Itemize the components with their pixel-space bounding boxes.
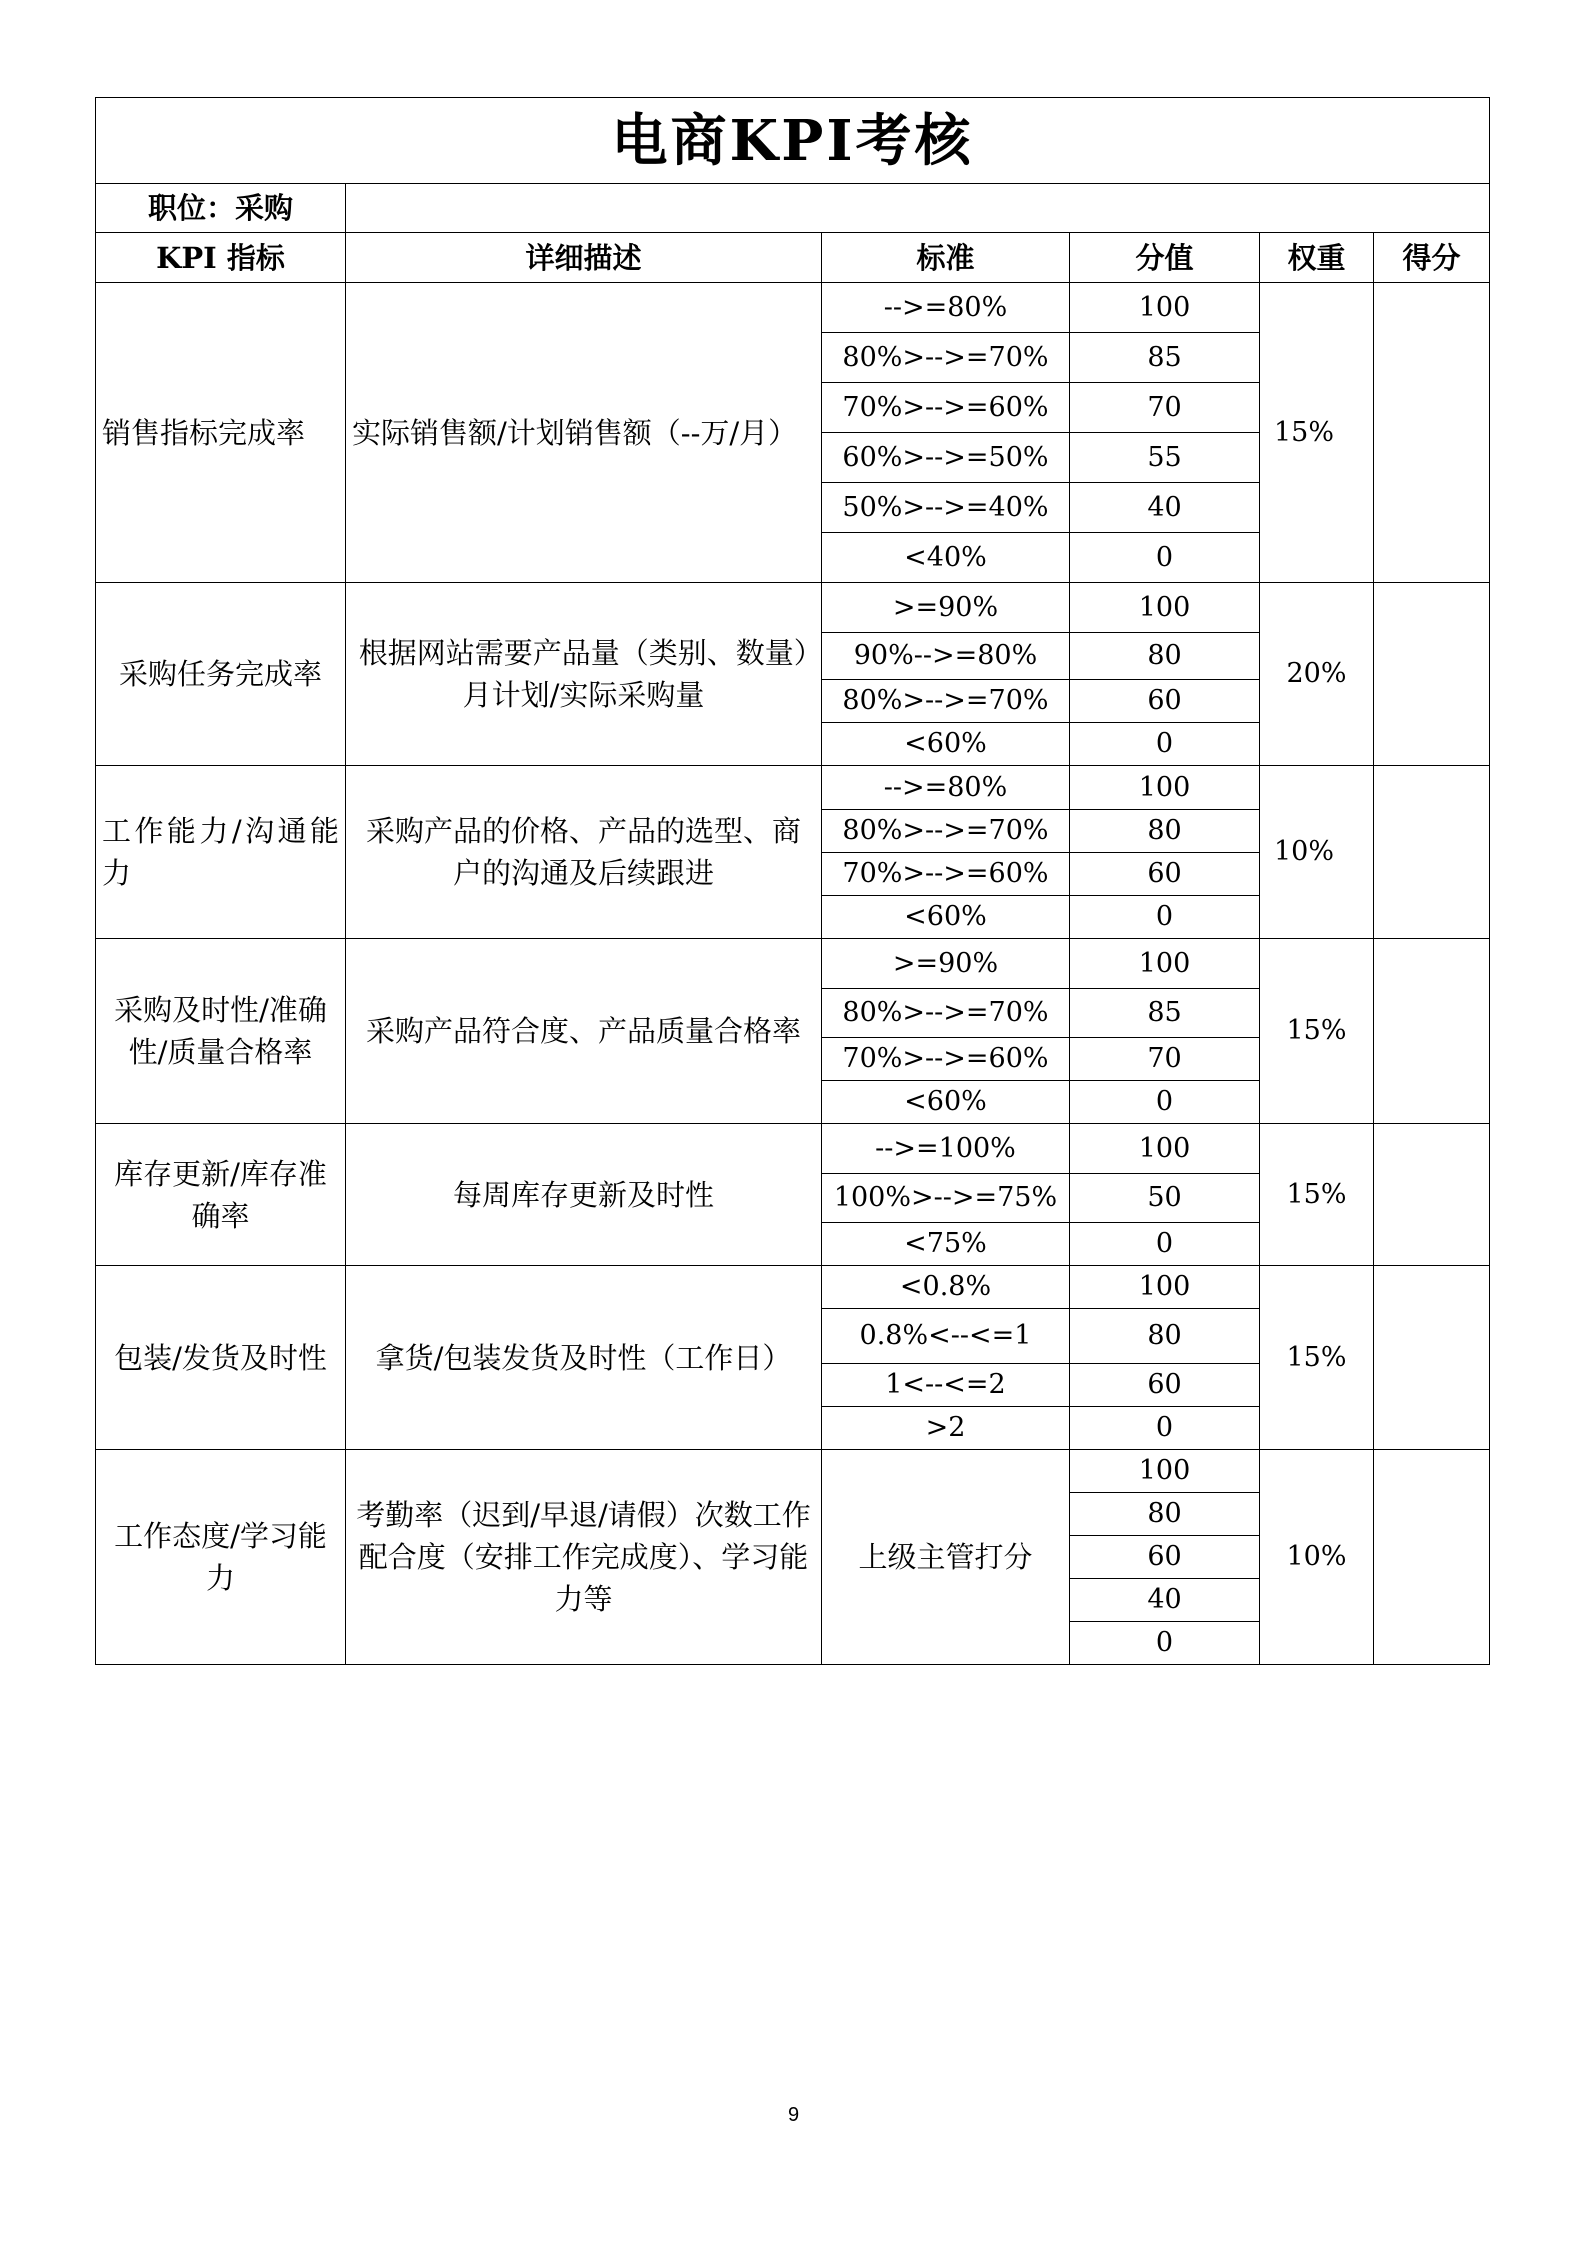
kpi-standard: >=90% (822, 939, 1070, 989)
kpi-standard: 0.8%<--<=1 (822, 1309, 1070, 1364)
document-title: 电商KPI考核 (96, 98, 1490, 184)
table-row (96, 1266, 1490, 1309)
kpi-score: 0 (1070, 896, 1260, 939)
kpi-standard: 上级主管打分 (822, 1450, 1070, 1665)
kpi-result-cell[interactable] (1374, 283, 1490, 583)
kpi-result-cell[interactable] (1374, 939, 1490, 1124)
title-row (96, 98, 1490, 184)
kpi-standard: 50%>-->=40% (822, 483, 1070, 533)
kpi-standard: >2 (822, 1407, 1070, 1450)
kpi-score: 60 (1070, 853, 1260, 896)
kpi-score: 40 (1070, 483, 1260, 533)
kpi-score: 60 (1070, 1364, 1260, 1407)
header-weight: 权重 (1260, 233, 1374, 283)
kpi-weight: 10% (1260, 1450, 1374, 1665)
kpi-standard: >=90% (822, 583, 1070, 633)
kpi-standard: 70%>-->=60% (822, 1038, 1070, 1081)
kpi-score: 80 (1070, 810, 1260, 853)
kpi-indicator: 工作能力/沟通能力 (96, 766, 346, 939)
kpi-score: 55 (1070, 433, 1260, 483)
kpi-score: 80 (1070, 633, 1260, 680)
kpi-score: 80 (1070, 1309, 1260, 1364)
kpi-standard: 60%>-->=50% (822, 433, 1070, 483)
kpi-description: 考勤率（迟到/早退/请假）次数工作配合度（安排工作完成度）、学习能力等 (346, 1450, 822, 1665)
kpi-description: 根据网站需要产品量（类别、数量）月计划/实际采购量 (346, 583, 822, 766)
kpi-indicator: 包装/发货及时性 (96, 1266, 346, 1450)
table-row (96, 766, 1490, 810)
kpi-description: 拿货/包装发货及时性（工作日） (346, 1266, 822, 1450)
kpi-weight: 15% (1260, 283, 1374, 583)
table-row (96, 1450, 1490, 1493)
kpi-indicator: 采购任务完成率 (96, 583, 346, 766)
kpi-score: 100 (1070, 283, 1260, 333)
kpi-standard: <40% (822, 533, 1070, 583)
kpi-score: 0 (1070, 1081, 1260, 1124)
kpi-result-cell[interactable] (1374, 1450, 1490, 1665)
kpi-score: 50 (1070, 1174, 1260, 1223)
kpi-standard: 80%>-->=70% (822, 989, 1070, 1038)
kpi-weight: 15% (1260, 939, 1374, 1124)
position-value-cell (346, 184, 1490, 233)
kpi-standard: 80%>-->=70% (822, 333, 1070, 383)
kpi-weight: 15% (1260, 1266, 1374, 1450)
kpi-score: 70 (1070, 383, 1260, 433)
kpi-description: 采购产品的价格、产品的选型、商户的沟通及后续跟进 (346, 766, 822, 939)
kpi-score: 60 (1070, 680, 1260, 723)
kpi-score: 40 (1070, 1579, 1260, 1622)
kpi-score: 0 (1070, 723, 1260, 766)
kpi-description: 采购产品符合度、产品质量合格率 (346, 939, 822, 1124)
kpi-score: 100 (1070, 766, 1260, 810)
kpi-score: 85 (1070, 333, 1260, 383)
kpi-score: 0 (1070, 1622, 1260, 1665)
kpi-standard: 80%>-->=70% (822, 680, 1070, 723)
kpi-score: 0 (1070, 1223, 1260, 1266)
kpi-score: 0 (1070, 533, 1260, 583)
table-row (96, 939, 1490, 989)
kpi-standard: 1<--<=2 (822, 1364, 1070, 1407)
kpi-indicator: 采购及时性/准确性/质量合格率 (96, 939, 346, 1124)
kpi-standard: <0.8% (822, 1266, 1070, 1309)
table-row (96, 583, 1490, 633)
kpi-weight: 15% (1260, 1124, 1374, 1266)
kpi-table (95, 97, 1490, 1665)
kpi-standard: 70%>-->=60% (822, 853, 1070, 896)
kpi-standard: <60% (822, 1081, 1070, 1124)
header-result: 得分 (1374, 233, 1490, 283)
kpi-standard: <60% (822, 723, 1070, 766)
kpi-indicator: 库存更新/库存准确率 (96, 1124, 346, 1266)
kpi-description: 实际销售额/计划销售额（--万/月） (346, 283, 822, 583)
kpi-score: 70 (1070, 1038, 1260, 1081)
kpi-standard: 100%>-->=75% (822, 1174, 1070, 1223)
kpi-score: 60 (1070, 1536, 1260, 1579)
kpi-score: 85 (1070, 989, 1260, 1038)
kpi-weight: 20% (1260, 583, 1374, 766)
kpi-standard: -->=100% (822, 1124, 1070, 1174)
table-row (96, 283, 1490, 333)
kpi-standard: -->=80% (822, 283, 1070, 333)
kpi-indicator: 工作态度/学习能力 (96, 1450, 346, 1665)
kpi-description: 每周库存更新及时性 (346, 1124, 822, 1266)
kpi-score: 100 (1070, 1124, 1260, 1174)
kpi-result-cell[interactable] (1374, 766, 1490, 939)
kpi-score: 100 (1070, 583, 1260, 633)
header-row (96, 233, 1490, 283)
kpi-standard: 80%>-->=70% (822, 810, 1070, 853)
position-row (96, 184, 1490, 233)
kpi-weight: 10% (1260, 766, 1374, 939)
kpi-score: 100 (1070, 1450, 1260, 1493)
header-standard: 标准 (822, 233, 1070, 283)
position-label: 职位：采购 (96, 184, 346, 233)
kpi-standard: -->=80% (822, 766, 1070, 810)
kpi-standard: 90%-->=80% (822, 633, 1070, 680)
kpi-standard: <60% (822, 896, 1070, 939)
kpi-result-cell[interactable] (1374, 1124, 1490, 1266)
kpi-result-cell[interactable] (1374, 583, 1490, 766)
table-row (96, 1124, 1490, 1174)
kpi-result-cell[interactable] (1374, 1266, 1490, 1450)
page-number: 9 (787, 2104, 800, 2126)
header-score: 分值 (1070, 233, 1260, 283)
kpi-score: 100 (1070, 1266, 1260, 1309)
header-description: 详细描述 (346, 233, 822, 283)
kpi-indicator: 销售指标完成率 (96, 283, 346, 583)
kpi-score: 100 (1070, 939, 1260, 989)
kpi-standard: <75% (822, 1223, 1070, 1266)
header-kpi-indicator: KPI 指标 (96, 233, 346, 283)
kpi-standard: 70%>-->=60% (822, 383, 1070, 433)
kpi-score: 0 (1070, 1407, 1260, 1450)
kpi-score: 80 (1070, 1493, 1260, 1536)
